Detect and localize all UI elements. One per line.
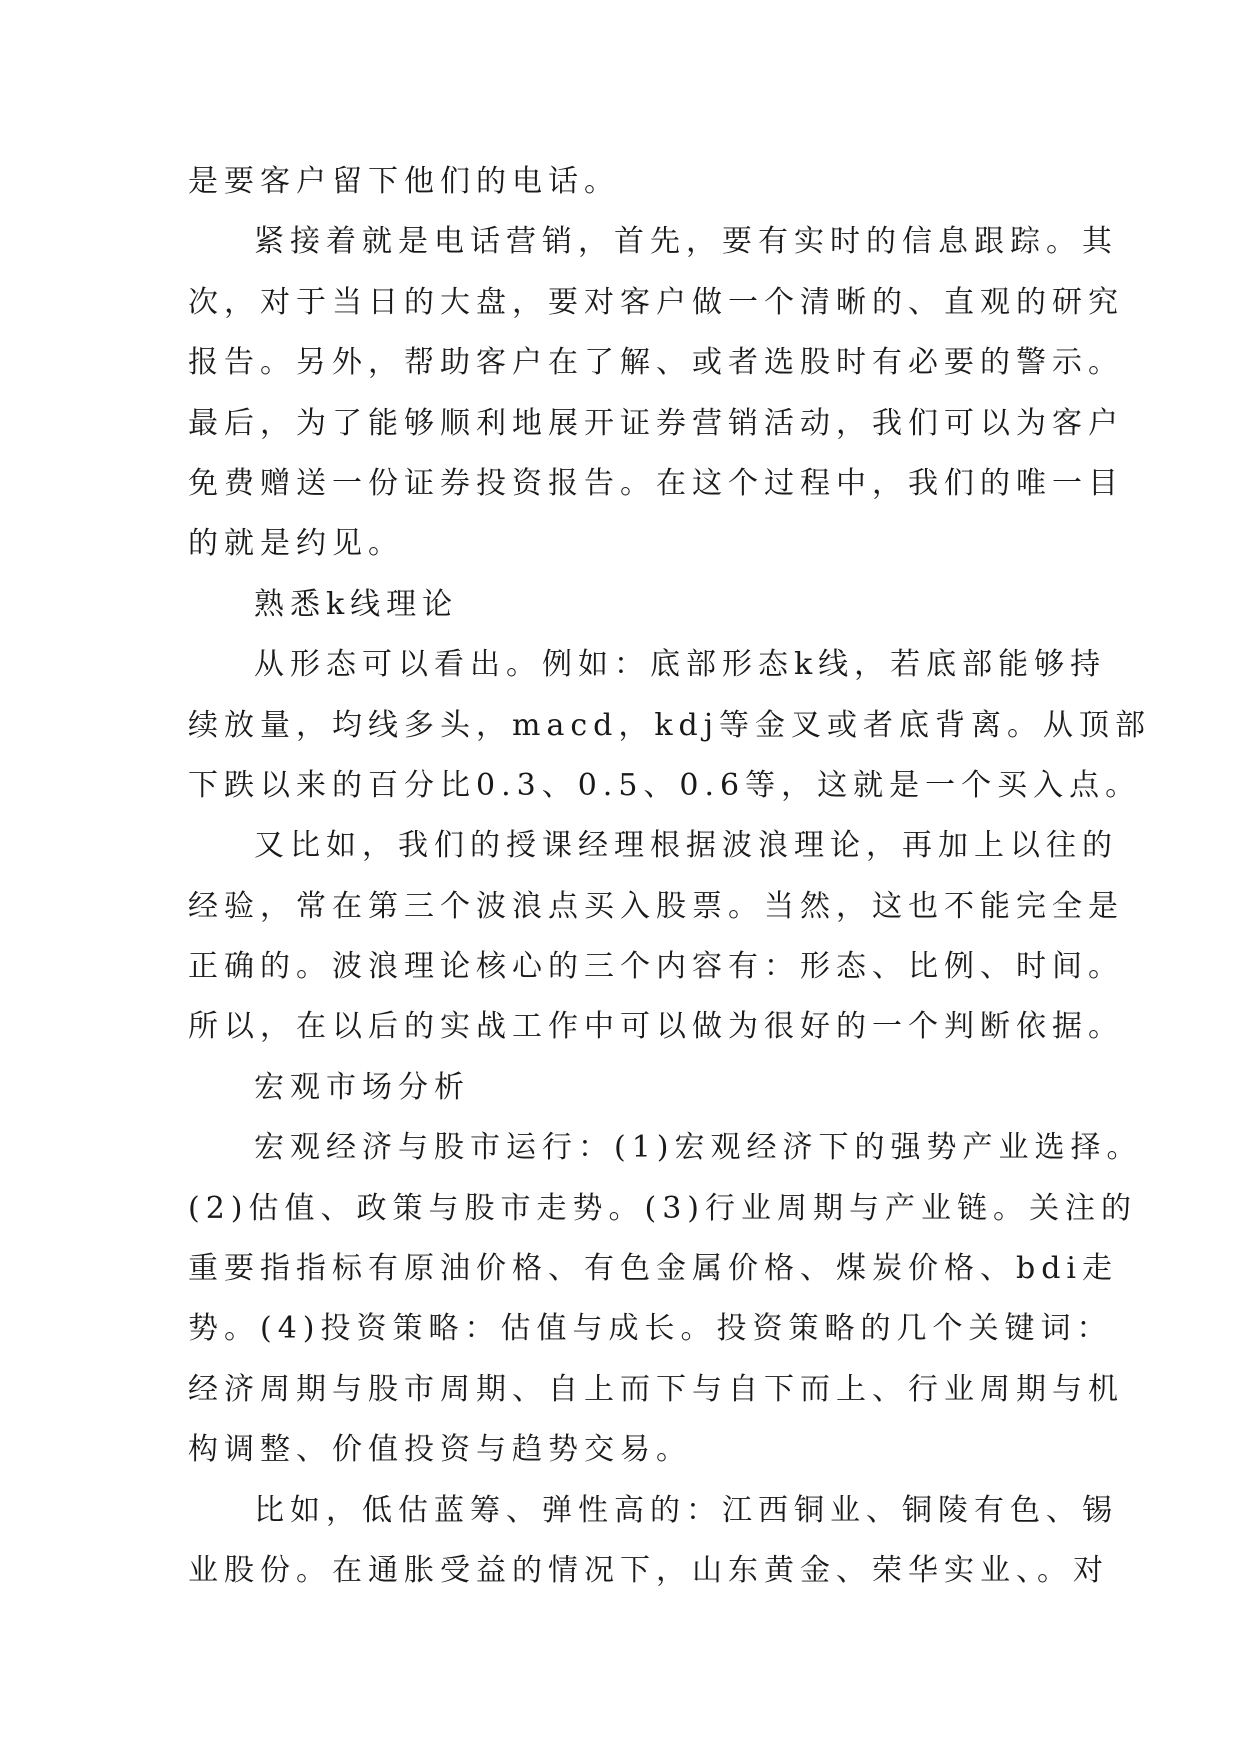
text-line: 正确的。波浪理论核心的三个内容有：形态、比例、时间。	[188, 949, 1124, 985]
text-line: 又比如，我们的授课经理根据波浪理论，再加上以往的	[254, 828, 1118, 864]
text-line: 经济周期与股市周期、自上而下与自下而上、行业周期与机	[188, 1371, 1124, 1407]
text-line: 重要指指标有原油价格、有色金属价格、煤炭价格、bdi走	[188, 1251, 1119, 1287]
text-line: 报告。另外，帮助客户在了解、或者选股时有必要的警示。	[188, 345, 1124, 381]
section-heading: 宏观市场分析	[254, 1069, 470, 1105]
text-line: 业股份。在通胀受益的情况下，山东黄金、荣华实业、。对	[188, 1552, 1109, 1588]
text-line: (2)估值、政策与股市走势。(3)行业周期与产业链。关注的	[188, 1190, 1137, 1226]
text-line: 续放量，均线多头，macd，kdj等金叉或者底背离。从顶部	[188, 707, 1152, 743]
text-line: 紧接着就是电话营销，首先，要有实时的信息跟踪。其	[254, 224, 1118, 260]
text-line: 所以，在以后的实战工作中可以做为很好的一个判断依据。	[188, 1009, 1124, 1045]
section-heading: 熟悉k线理论	[254, 586, 459, 622]
text-line: 次，对于当日的大盘，要对客户做一个清晰的、直观的研究	[188, 284, 1124, 320]
text-line: 免费赠送一份证券投资报告。在这个过程中，我们的唯一目	[188, 465, 1124, 501]
document-body	[188, 152, 1152, 1601]
text-line: 从形态可以看出。例如：底部形态k线，若底部能够持	[254, 647, 1107, 683]
text-line: 是要客户留下他们的电话。	[188, 164, 620, 199]
text-line: 下跌以来的百分比0.3、0.5、0.6等，这就是一个买入点。	[188, 767, 1142, 803]
text-line: 构调整、价值投资与趋势交易。	[188, 1432, 692, 1468]
text-line: 的就是约见。	[188, 526, 404, 562]
text-line: 经验，常在第三个波浪点买入股票。当然，这也不能完全是	[188, 888, 1124, 924]
text-line: 比如，低估蓝筹、弹性高的：江西铜业、铜陵有色、锡	[254, 1492, 1118, 1528]
text-line: 宏观经济与股市运行：(1)宏观经济下的强势产业选择。	[254, 1130, 1143, 1166]
text-line: 势。(4)投资策略：估值与成长。投资策略的几个关键词：	[188, 1311, 1113, 1347]
text-line: 最后，为了能够顺利地展开证券营销活动，我们可以为客户	[188, 405, 1124, 441]
